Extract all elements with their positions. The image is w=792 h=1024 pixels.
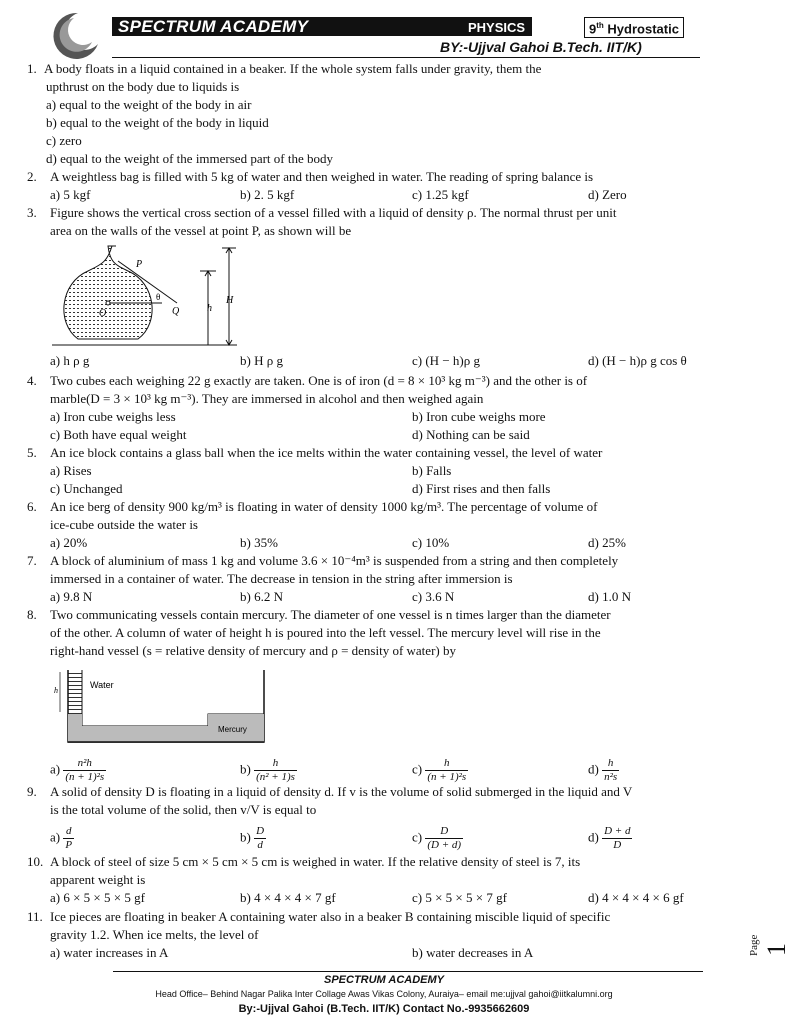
option-a: a) h ρ g bbox=[50, 353, 90, 368]
option-c: c) Both have equal weight bbox=[50, 427, 187, 442]
option-b: b) $\frac{h}{\text{(n² + 1)s}}$ bbox=[240, 757, 295, 783]
option-a: a) 9.8 N bbox=[50, 589, 93, 604]
fig8-label: Water bbox=[90, 680, 114, 690]
question-text: Two cubes each weighing 22 g exactly are taken. One is of iron (d = 8 × 10³ kg m⁻³) and the other is of bbox=[50, 373, 588, 388]
option-b: b) 2. 5 kgf bbox=[240, 187, 295, 202]
footer-divider bbox=[113, 971, 703, 972]
question-text: Two communicating vessels contain mercury. The diameter of one vessel is n times larger than the diameter bbox=[50, 607, 611, 622]
option-d: d) (H − h)ρ g cos θ bbox=[588, 353, 687, 368]
question-text: ice-cube outside the water is bbox=[50, 517, 198, 532]
option-d: d) $\frac{D + d}{D}$ bbox=[588, 825, 631, 851]
question-text: area on the walls of the vessel at point P, as shown will be bbox=[50, 223, 352, 238]
question-number: 2. bbox=[27, 169, 37, 184]
option-b: b) 35% bbox=[240, 535, 278, 550]
option-c: c) 10% bbox=[412, 535, 450, 550]
option-d: d) Zero bbox=[588, 187, 627, 202]
option-b: b) Iron cube weighs more bbox=[412, 409, 546, 424]
question-number: 3. bbox=[27, 205, 37, 220]
option-a: a) 20% bbox=[50, 535, 88, 550]
fig8-label: Mercury bbox=[218, 725, 247, 734]
option-d: d) Nothing can be said bbox=[412, 427, 530, 442]
question-text: A block of aluminium of mass 1 kg and volume 3.6 × 10⁻⁴m³ is suspended from a string and then completely bbox=[50, 553, 619, 568]
question-text: of the other. A column of water of height h is poured into the left vessel. The mercury level will rise in the bbox=[50, 625, 601, 640]
option-d: d) 1.0 N bbox=[588, 589, 631, 604]
option-c: c) 1.25 kgf bbox=[412, 187, 469, 202]
subject-label: PHYSICS bbox=[468, 20, 526, 35]
question-number: 11. bbox=[27, 909, 43, 924]
vessel-figure bbox=[52, 243, 252, 350]
question-text: An ice berg of density 900 kg/m³ is floating in water of density 1000 kg/m³. The percentage of volume of bbox=[50, 499, 598, 514]
option-a: a) Iron cube weighs less bbox=[50, 409, 176, 424]
question-text: A weightless bag is filled with 5 kg of water and then weighed in water. The reading of spring balance is bbox=[50, 169, 594, 184]
option-b: b) 4 × 4 × 4 × 7 gf bbox=[240, 890, 336, 905]
question-number: 7. bbox=[27, 553, 37, 568]
question-text: Figure shows the vertical cross section of a vessel filled with a liquid of density ρ. The normal thrust per unit bbox=[50, 205, 617, 220]
question-text: A body floats in a liquid contained in a beaker. If the whole system falls under gravity, them the bbox=[44, 61, 542, 76]
question-text: immersed in a container of water. The decrease in tension in the string after immersion is bbox=[50, 571, 513, 586]
question-text: Ice pieces are floating in beaker A containing water also in a beaker B containing miscible liquid of specific bbox=[50, 909, 611, 924]
option-a: a) $\frac{d}{P}$ bbox=[50, 825, 73, 851]
footer-address: Head Office– Behind Nagar Palika Inter Collage Awas Vikas Colony, Auraiya– email me:ujjval gahoi@iitkalumni.org bbox=[155, 989, 613, 999]
option-d: d) equal to the weight of the immersed part of the body bbox=[46, 151, 334, 166]
option-a: a) 6 × 5 × 5 × 5 gf bbox=[50, 890, 145, 905]
option-c: c) Unchanged bbox=[50, 481, 123, 496]
fig3-label: P bbox=[136, 259, 143, 270]
option-c: c) (H − h)ρ g bbox=[412, 353, 480, 368]
fig3-label: θ bbox=[156, 292, 161, 302]
chapter-label: 9th Hydrostatic bbox=[584, 17, 684, 38]
question-text: An ice block contains a glass ball when the ice melts within the water containing vessel, the level of water bbox=[50, 445, 603, 460]
option-b: b) equal to the weight of the body in liquid bbox=[46, 115, 269, 130]
page-number: Page 1 bbox=[748, 934, 791, 956]
question-number: 1. bbox=[27, 61, 37, 76]
question-number: 9. bbox=[27, 784, 37, 799]
option-a: a) 5 kgf bbox=[50, 187, 91, 202]
option-a: a) $\frac{\text{n²h}}{\text{(n + 1)²s}}$ bbox=[50, 757, 105, 783]
question-number: 4. bbox=[27, 373, 37, 388]
question-text: is the total volume of the solid, then v/V is equal to bbox=[50, 802, 317, 817]
fig3-label: Q bbox=[172, 306, 180, 317]
academy-title: SPECTRUM ACADEMY bbox=[118, 17, 309, 36]
option-d: d) $\frac{h}{\text{n²s}}$ bbox=[588, 757, 618, 783]
question-text: upthrust on the body due to liquids is bbox=[46, 79, 240, 94]
footer-title: SPECTRUM ACADEMY bbox=[324, 974, 444, 986]
fig3-label: O bbox=[99, 308, 107, 319]
footer-contact: By:-Ujjval Gahoi (B.Tech. IIT/K) Contact No.-9935662609 bbox=[238, 1003, 530, 1015]
question-number: 10. bbox=[27, 854, 44, 869]
option-b: b) H ρ g bbox=[240, 353, 283, 368]
question-text: gravity 1.2. When ice melts, the level of bbox=[50, 927, 259, 942]
question-text: A solid of density D is floating in a liquid of density d. If v is the volume of solid submerged in the liquid and V bbox=[50, 784, 633, 799]
fig8-label: h bbox=[54, 686, 58, 695]
question-text: A block of steel of size 5 cm × 5 cm × 5 cm is weighed in water. If the relative density of steel is 7, its bbox=[50, 854, 581, 869]
fig3-label: h bbox=[207, 303, 212, 314]
option-b: b) $\frac{D}{d}$ bbox=[240, 825, 265, 851]
option-c: c) 5 × 5 × 5 × 7 gf bbox=[412, 890, 507, 905]
option-c: c) zero bbox=[46, 133, 82, 148]
option-b: b) Falls bbox=[412, 463, 452, 478]
option-d: d) First rises and then falls bbox=[412, 481, 551, 496]
question-text: right-hand vessel (s = relative density of mercury and ρ = density of water) by bbox=[50, 643, 456, 658]
question-text: marble(D = 3 × 10³ kg m⁻³). They are immersed in alcohol and then weighed again bbox=[50, 391, 484, 406]
option-b: b) water decreases in A bbox=[412, 945, 534, 960]
question-text: apparent weight is bbox=[50, 872, 146, 887]
option-c: c) 3.6 N bbox=[412, 589, 455, 604]
header-divider bbox=[112, 57, 700, 58]
option-c: c) $\frac{D}{(D + d)}$ bbox=[412, 825, 462, 851]
author-line: BY:-Ujjval Gahoi B.Tech. IIT/K) bbox=[440, 39, 642, 55]
fig3-label: H bbox=[226, 295, 234, 306]
option-d: d) 4 × 4 × 4 × 6 gf bbox=[588, 890, 684, 905]
option-b: b) 6.2 N bbox=[240, 589, 283, 604]
question-number: 8. bbox=[27, 607, 37, 622]
option-c: c) $\frac{h}{\text{(n + 1)²s}}$ bbox=[412, 757, 467, 783]
question-number: 5. bbox=[27, 445, 37, 460]
option-a: a) water increases in A bbox=[50, 945, 169, 960]
communicating-vessels-figure bbox=[50, 668, 272, 748]
academy-logo-icon bbox=[52, 10, 102, 62]
option-a: a) Rises bbox=[50, 463, 92, 478]
option-d: d) 25% bbox=[588, 535, 626, 550]
question-number: 6. bbox=[27, 499, 37, 514]
option-a: a) equal to the weight of the body in air bbox=[46, 97, 252, 112]
